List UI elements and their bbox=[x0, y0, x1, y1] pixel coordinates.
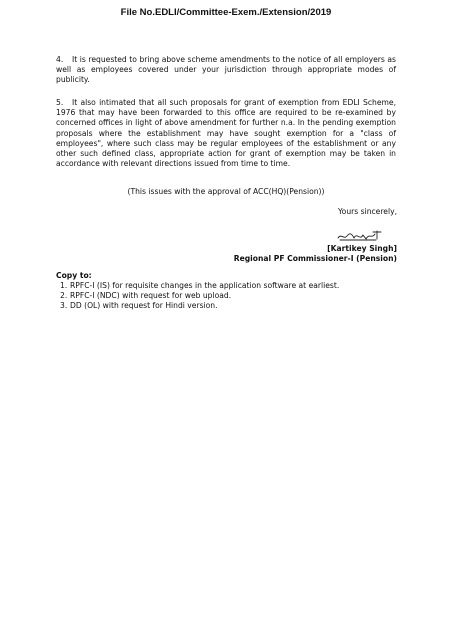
list-item bbox=[60, 301, 339, 311]
paragraph-text: It also intimated that all such proposals for grant of exemption from EDLI Scheme, 1976 that may have been forwarded to this office are required to be re-examined by concerned offices in light of above amendment for further n.a. In the pending exemption proposals where the establishment may have sought exemption for a "class of employees", where such class may be regular employees of the establishment or any other such defined class, appropriate action for grant of exemption may be taken in accordance with relevant directions issued from time to time. bbox=[56, 98, 396, 169]
file-number-header: File No.EDLI/Committee-Exem./Extension/2019 bbox=[120, 7, 332, 18]
approval-note: (This issues with the approval of ACC(HQ)(Pension)) bbox=[127, 187, 325, 196]
paragraph-text: It is requested to bring above scheme amendments to the notice of all employers as well as employees covered under your jurisdiction through appropriate modes of publicity. bbox=[56, 55, 396, 85]
list-item-number: 1. bbox=[60, 281, 68, 290]
paragraph-number: 5. bbox=[56, 98, 64, 107]
paragraph-number: 4. bbox=[56, 55, 64, 64]
list-item-number: 2. bbox=[60, 291, 68, 301]
copy-to-list bbox=[60, 281, 339, 312]
signer-designation: Regional PF Commissioner-I (Pension) bbox=[233, 254, 397, 263]
signer-name: [Kartikey Singh] bbox=[327, 244, 397, 253]
list-item-text: DD (OL) with request for Hindi version. bbox=[70, 301, 218, 311]
list-item-number: 3. bbox=[60, 301, 68, 311]
paragraph-5 bbox=[56, 98, 396, 169]
copy-to-heading: Copy to: bbox=[56, 271, 92, 280]
list-item-text: RPFC-I (IS) for requisite changes in the application software at earliest. bbox=[70, 281, 340, 290]
list-item-text: RPFC-I (NDC) with request for web upload. bbox=[70, 291, 232, 301]
list-item bbox=[60, 281, 339, 291]
closing-salutation: Yours sincerely, bbox=[338, 207, 397, 216]
handwritten-signature bbox=[336, 227, 382, 243]
paragraph-4 bbox=[56, 55, 396, 86]
list-item bbox=[60, 291, 339, 301]
